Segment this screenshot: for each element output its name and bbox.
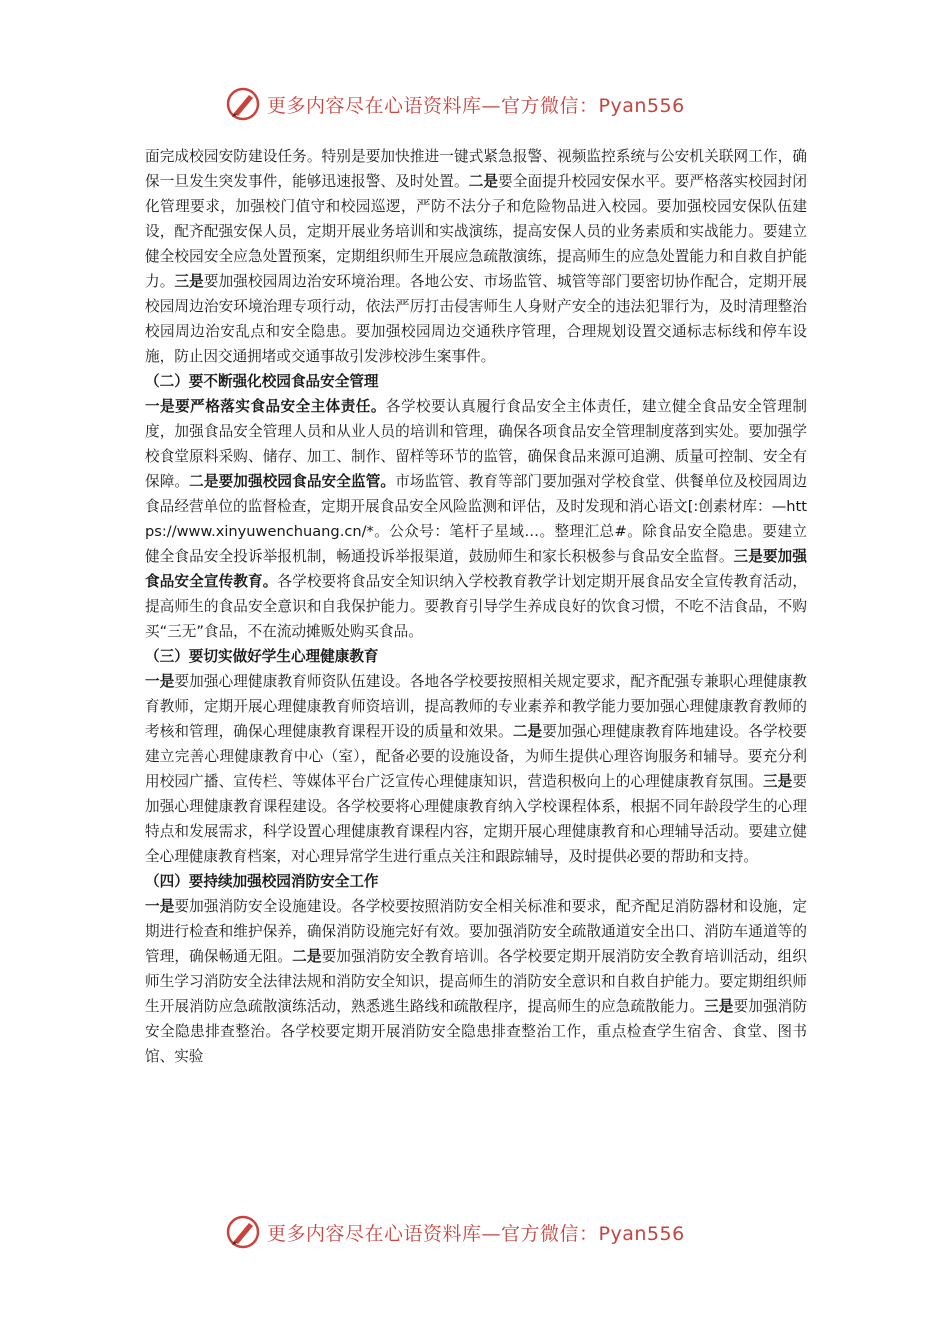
section-heading-fire-safety: （四）要持续加强校园消防安全工作 (145, 873, 379, 890)
pen-logo-icon (225, 1214, 261, 1250)
section-heading-mental-health: （三）要切实做好学生心理健康教育 (145, 648, 379, 665)
document-body (145, 144, 807, 1069)
header-banner (225, 84, 725, 124)
section-heading-food-safety: （二）要不断强化校园食品安全管理 (145, 373, 379, 390)
banner-text: 更多内容尽在心语资料库—官方微信：Pyan556 (267, 94, 685, 117)
paragraph-mental-health: 一是要加强心理健康教育师资队伍建设。各地各学校要按照相关规定要求，配齐配强专兼职心理健康教育教师，定期开展心理健康教育师资培训，提高教师的专业素养和教学能力要加强心理健康教育教师的考核和管理，确保心理健康教育课程开设的质量和效果。二是要加强心理健康教育阵地建设。各学校要建立完善心理健康教育中心（室），配备必要的设施设备，为师生提供心理咨询服务和辅导。要充分利用校园广播、宣传栏、等媒体平台广泛宣传心理健康知识，营造积极向上的心理健康教育氛围。三是要加强心理健康教育课程建设。各学校要将心理健康教育纳入学校课程体系，根据不同年龄段学生的心理特点和发展需求，科学设置心理健康教育课程内容，定期开展心理健康教育和心理辅导活动。要建立健全心理健康教育档案，对心理异常学生进行重点关注和跟踪辅导，及时提供必要的帮助和支持。 (145, 673, 807, 865)
footer-banner (225, 1212, 725, 1252)
paragraph-fire-safety: 一是要加强消防安全设施建设。各学校要按照消防安全相关标准和要求，配齐配足消防器材和设施，定期进行检查和维护保养，确保消防设施完好有效。要加强消防安全疏散通道安全出口、消防车通道等的管理，确保畅通无阻。二是要加强消防安全教育培训。各学校要定期开展消防安全教育培训活动，组织师生学习消防安全法律法规和消防安全知识，提高师生的消防安全意识和自救自护能力。要定期组织师生开展消防应急疏散演练活动，熟悉逃生路线和疏散程序，提高师生的应急疏散能力。三是要加强消防安全隐患排查整治。各学校要定期开展消防安全隐患排查整治工作，重点检查学生宿舍、食堂、图书馆、实验 (145, 898, 807, 1065)
paragraph-food-safety: 一是要严格落实食品安全主体责任。各学校要认真履行食品安全主体责任，建立健全食品安全管理制度，加强食品安全管理人员和从业人员的培训和管理，确保各项食品安全管理制度落到实处。要加强学校食堂原料采购、储存、加工、制作、留样等环节的监管，确保食品来源可追溯、质量可控制、安全有保障。二是要加强校园食品安全监管。市场监管、教育等部门要加强对学校食堂、供餐单位及校园周边食品经营单位的监督检查，定期开展食品安全风险监测和评估，及时发现和消心语文[:创素材库：—https://www.xinyuwenchuang.cn/*。公众号：笔杆子星域…。整理汇总#。除食品安全隐患。要建立健全食品安全投诉举报机制，畅通投诉举报渠道，鼓励师生和家长积极参与食品安全监督。三是要加强食品安全宣传教育。各学校要将食品安全知识纳入学校教育教学计划定期开展食品安全宣传教育活动，提高师生的食品安全意识和自我保护能力。要教育引导学生养成良好的饮食习惯，不吃不洁食品，不购买“三无”食品，不在流动摊贩处购买食品。 (145, 398, 807, 640)
pen-logo-icon (225, 86, 261, 122)
paragraph-security-cont: 面完成校园安防建设任务。特别是要加快推进一键式紧急报警、视频监控系统与公安机关联网工作，确保一旦发生突发事件，能够迅速报警、及时处置。二是要全面提升校园安保水平。要严格落实校园封闭化管理要求，加强校门值守和校园巡逻，严防不法分子和危险物品进入校园。要加强校园安保队伍建设，配齐配强安保人员，定期开展业务培训和实战演练，提高安保人员的业务素质和实战能力。要建立健全校园安全应急处置预案，定期组织师生开展应急疏散演练，提高师生的应急处置能力和自救自护能力。三是要加强校园周边治安环境治理。各地公安、市场监管、城管等部门要密切协作配合，定期开展校园周边治安环境治理专项行动，依法严厉打击侵害师生人身财产安全的违法犯罪行为，及时清理整治校园周边治安乱点和安全隐患。要加强校园周边交通秩序管理，合理规划设置交通标志标线和停车设施，防止因交通拥堵或交通事故引发涉校涉生案事件。 (145, 148, 807, 365)
banner-text: 更多内容尽在心语资料库—官方微信：Pyan556 (267, 1222, 685, 1245)
